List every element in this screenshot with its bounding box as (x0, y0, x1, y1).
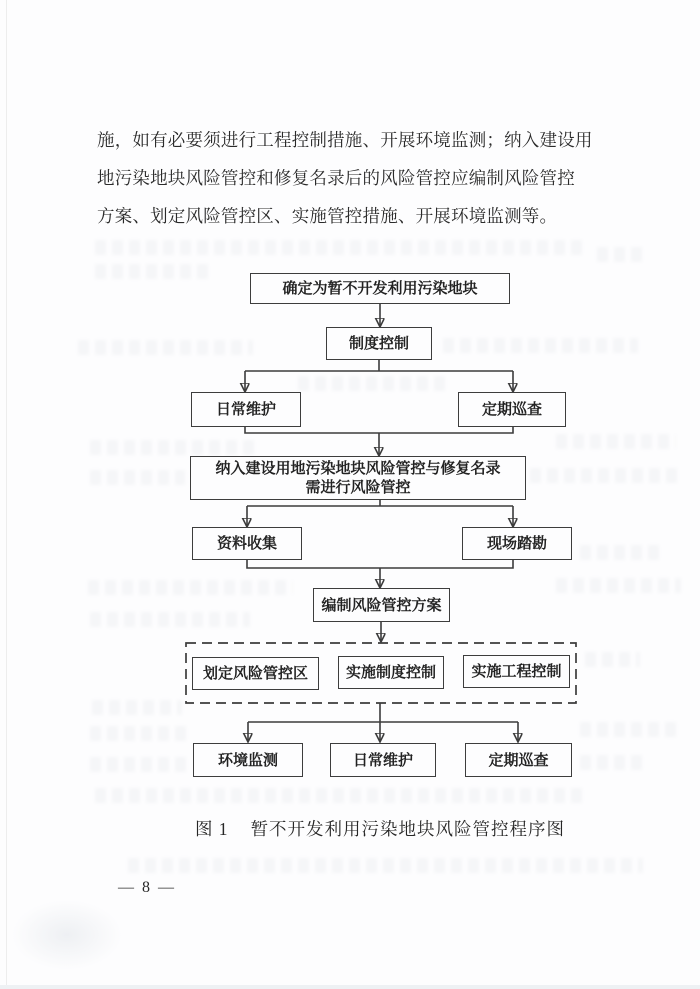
scan-shadow-blob (12, 900, 122, 970)
connector-merge-top (245, 427, 513, 433)
bleedthrough-smudge (128, 858, 643, 873)
paragraph-line: 地污染地块风险管控和修复名录后的风险管控应编制风险管控 (97, 168, 575, 188)
flow-node-implement-institutional: 实施制度控制 (338, 656, 444, 689)
scan-left-edge (6, 0, 7, 989)
bleedthrough-smudge (556, 434, 676, 449)
flow-node-site-survey: 现场踏勘 (462, 527, 572, 560)
bleedthrough-smudge (78, 340, 253, 355)
bleedthrough-smudge (580, 755, 648, 770)
bleedthrough-smudge (530, 468, 678, 483)
flow-node-regular-inspection-bottom: 定期巡查 (465, 743, 572, 777)
bleedthrough-smudge (90, 612, 250, 627)
bleedthrough-smudge (443, 338, 638, 353)
flow-node-catalog-risk-control (190, 456, 526, 500)
bleedthrough-smudge (95, 240, 583, 255)
bleedthrough-smudge (95, 264, 213, 279)
bleedthrough-smudge (556, 578, 681, 593)
bleedthrough-smudge (90, 470, 185, 485)
bleedthrough-smudge (90, 726, 190, 741)
bleedthrough-smudge (95, 788, 585, 803)
catalog-line-2: 需进行风险管控 (305, 478, 411, 496)
flow-node-delineate-zone: 划定风险管控区 (192, 657, 319, 690)
flow-node-implement-engineering: 实施工程控制 (463, 655, 570, 688)
flow-node-daily-maintenance-top: 日常维护 (191, 392, 301, 427)
bleedthrough-smudge (90, 440, 260, 455)
bleedthrough-smudge (597, 247, 642, 262)
flow-node-environment-monitoring: 环境监测 (193, 743, 303, 777)
catalog-line-1: 纳入建设用地污染地块风险管控与修复名录 (215, 459, 501, 477)
bleedthrough-smudge (88, 580, 293, 595)
page-number: — 8 — (118, 879, 176, 896)
flow-node-data-collection: 资料收集 (192, 527, 302, 560)
bleedthrough-smudge (585, 652, 640, 667)
body-paragraph (97, 121, 597, 235)
paragraph-line: 方案、划定风险管控区、实施管控措施、开展环境监测等。 (97, 206, 558, 226)
figure-caption (60, 816, 700, 841)
connector-merge-mid (247, 560, 513, 568)
bleedthrough-smudge (580, 722, 680, 737)
bleedthrough-smudge (90, 757, 190, 772)
figure-caption-label: 图 1 (194, 819, 229, 839)
flow-node-daily-maintenance-bottom: 日常维护 (330, 743, 436, 777)
figure-caption-text: 暂不开发利用污染地块风险管控程序图 (250, 819, 566, 839)
scan-bottom-edge (0, 985, 700, 989)
flow-node-institutional-control: 制度控制 (326, 327, 432, 360)
flow-node-regular-inspection-top: 定期巡查 (458, 392, 566, 427)
flow-node-compile-plan: 编制风险管控方案 (313, 588, 450, 622)
bleedthrough-smudge (298, 376, 448, 391)
paragraph-line: 施，如有必要须进行工程控制措施、开展环境监测；纳入建设用 (97, 130, 593, 150)
flow-node-determine-plot: 确定为暂不开发利用污染地块 (250, 273, 510, 304)
bleedthrough-smudge (580, 545, 660, 560)
bleedthrough-smudge (92, 700, 182, 715)
